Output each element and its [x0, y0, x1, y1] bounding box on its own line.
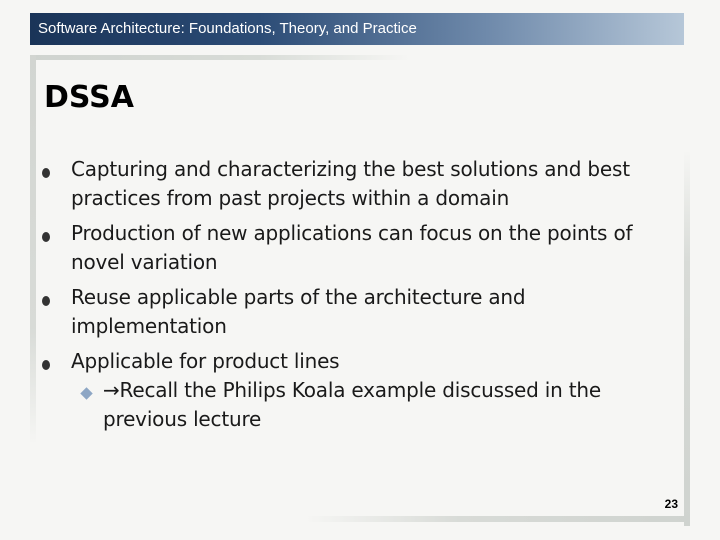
bullet-item [40, 347, 685, 376]
bullet-dot-icon [42, 168, 50, 178]
bullet-dot-icon [42, 296, 50, 306]
bullet-text: Reuse applicable parts of the architecture and implementation [71, 285, 526, 338]
left-decorative-rule [30, 55, 36, 445]
slide-title: DSSA [44, 80, 134, 115]
sub-bullet-text: →Recall the Philips Koala example discussed in the previous lecture [103, 378, 602, 431]
top-decorative-rule [30, 55, 410, 60]
bullet-dot-icon [42, 232, 50, 242]
page-number: 23 [664, 497, 678, 511]
bullet-item [40, 283, 685, 341]
bullet-text: Applicable for product lines [71, 349, 340, 373]
sub-bullet-item [40, 376, 685, 434]
bullet-dot-icon [42, 360, 50, 370]
header-bar [30, 13, 684, 45]
bullet-list [40, 155, 685, 434]
bullet-item [40, 155, 685, 213]
course-title: Software Architecture: Foundations, Theory, and Practice [38, 20, 417, 37]
bottom-decorative-rule [305, 516, 690, 522]
bullet-text: Capturing and characterizing the best solutions and best practices from past projects within a domain [71, 157, 630, 210]
diamond-bullet-icon [80, 387, 92, 399]
bullet-item [40, 219, 685, 277]
bullet-text: Production of new applications can focus on the points of novel variation [71, 221, 633, 274]
